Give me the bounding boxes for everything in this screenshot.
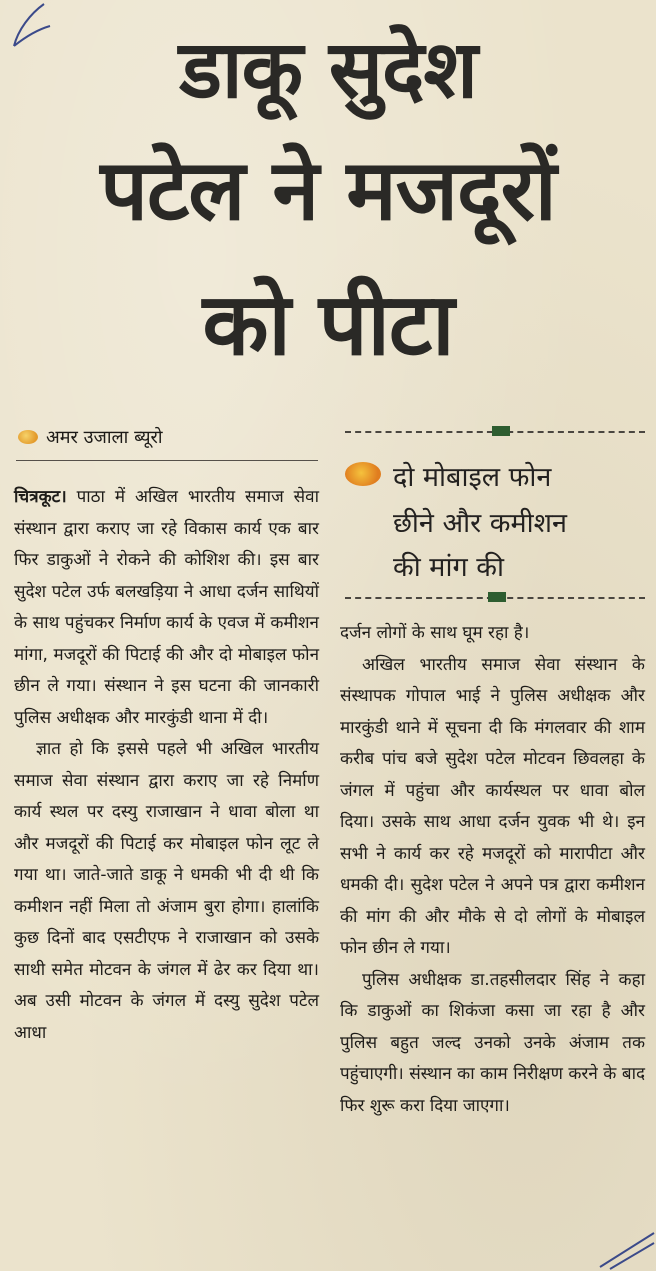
bullet-dot-icon	[18, 430, 38, 444]
pen-annotation-mark-bottom	[596, 1221, 656, 1271]
subheadline-line-3: की मांग की	[393, 552, 504, 583]
paragraph-4: अखिल भारतीय समाज सेवा संस्थान के संस्थापक गोपाल भाई ने पुलिस अधीक्षक और मारकुंडी थाने में सूचना दी कि मंगलवार की शाम करीब पांच बजे सुदेश पटेल मोटवन छिवलहा के जंगल में पहुंचा और कार्यस्थल पर धावा बोल दिया। उसके साथ आधा दर्जन युवक भी थे। इन सभी ने कार्य कर रहे मजदूरों को मारापीटा और धमकी दी। सुदेश पटेल ने अपने पत्र द्वारा कमीशन की मांग की और मौके से दो लोगों के मोबाइल फोन छीन ले गया।	[340, 654, 645, 958]
paragraph-5: पुलिस अधीक्षक डा.तहसीलदार सिंह ने कहा कि डाकुओं का शिकंजा कसा जा रहा है और पुलिस बहुत जल्द उनको उनके अंजाम तक पहुंचाएगी। संस्थान का काम निरीक्षण करने के बाद फिर शुरू करा दिया जाएगा।	[340, 969, 645, 1116]
article-column-left	[14, 482, 319, 1049]
paragraph-2: ज्ञात हो कि इससे पहले भी अखिल भारतीय समाज सेवा संस्थान द्वारा कराए जा रहे निर्माण कार्य स्थल पर दस्यु राजाखान ने धावा बोला था और मजदूरों की पिटाई कर मोबाइल फोन लूट ले गया था। जाते-जाते डाकू ने धमकी भी दी थी कि कमीशन नहीं मिला तो अंजाम बुरा होगा। हालांकि कुछ दिनों बाद एसटीएफ ने राजाखान को उसके साथी समेत मोटवन के जंगल में ढेर कर दिया था। अब उसी मोटवन के जंगल में दस्यु सुदेश पटेल आधा	[14, 739, 319, 1043]
subheadline-line-2: छीने और कमीशन	[393, 508, 567, 539]
bullet-dot-icon	[345, 462, 381, 486]
byline-text: अमर उजाला ब्यूरो	[46, 427, 163, 448]
divider-marker-icon	[488, 592, 506, 602]
paragraph-3: दर्जन लोगों के साथ घूम रहा है।	[340, 623, 530, 643]
subheadline-line-1: दो मोबाइल फोन	[393, 462, 552, 493]
headline-line-2: पटेल ने मजदूरों	[100, 141, 556, 239]
byline-divider	[16, 460, 318, 461]
byline	[18, 425, 163, 449]
dateline: चित्रकूट।	[14, 487, 67, 507]
article-column-right	[340, 618, 645, 1122]
headline-line-1: डाकू सुदेश	[179, 23, 477, 116]
divider-marker-icon	[492, 426, 510, 436]
headline-line-3: को पीटा	[202, 275, 454, 375]
paragraph-1: पाठा में अखिल भारतीय समाज सेवा संस्थान द्वारा कराए जा रहे विकास कार्य एक बार फिर डाकुओं ने रोकने की कोशिश की। इस बार सुदेश पटेल उर्फ बलखड़िया ने आधा दर्जन साथियों के साथ पहुंचकर निर्माण कार्य के एवज में कमीशन मांगा, मजदूरों की पिटाई की और दो मोबाइल फोन छीन ले गया। संस्थान ने इस घटना की जानकारी पुलिस अधीक्षक और मारकुंडी थाना में दी।	[14, 487, 320, 728]
